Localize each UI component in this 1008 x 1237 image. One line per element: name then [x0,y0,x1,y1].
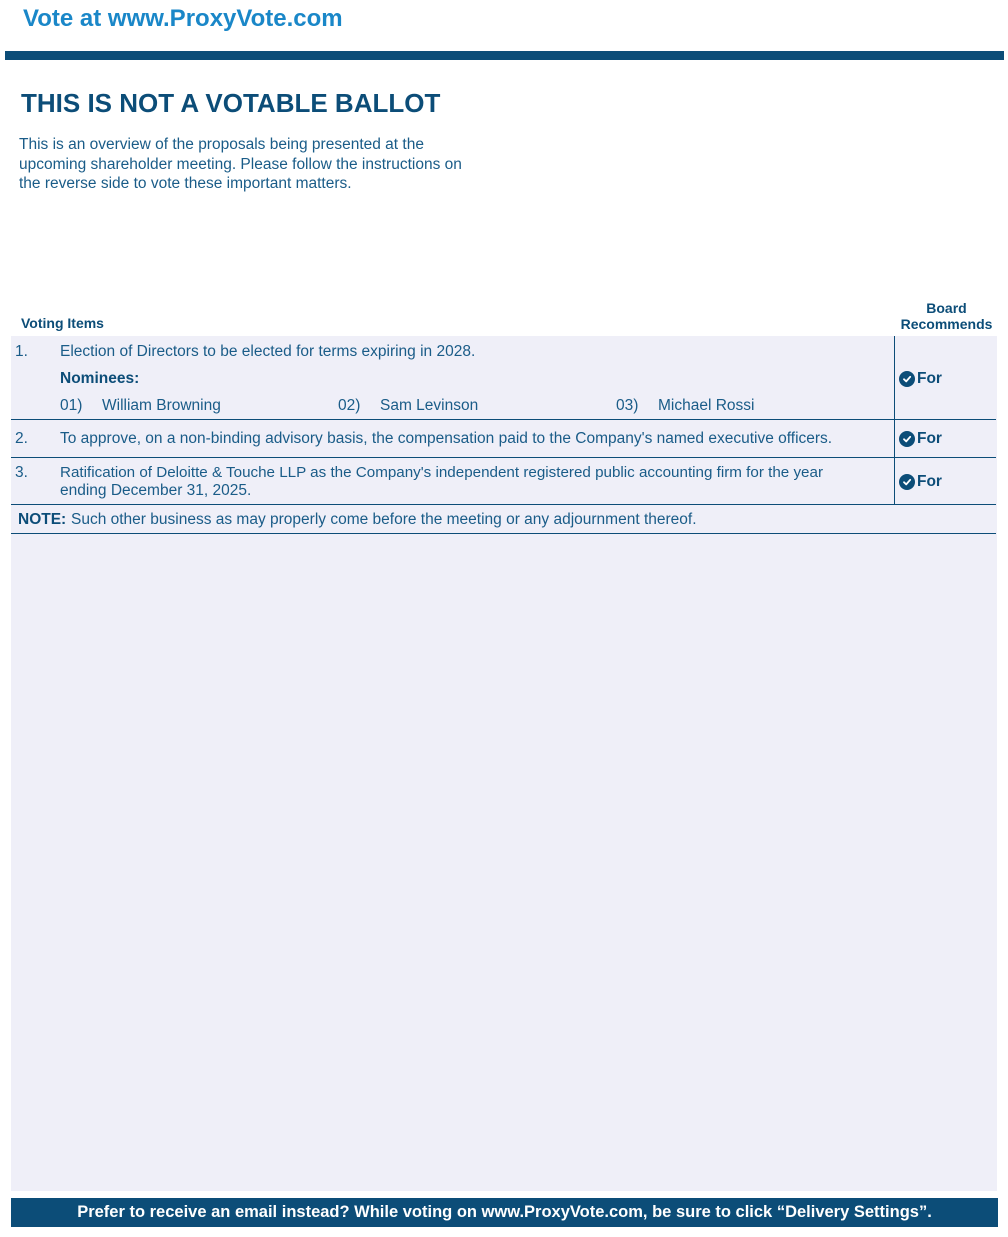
voting-items-header: Voting Items [21,315,104,331]
item-number: 3. [15,464,28,481]
recommendation-label: For [917,473,942,490]
item-text: Ratification of Deloitte & Touche LLP as the Company's independent registered public accounting firm for the year [60,464,823,481]
nominees-label: Nominees: [60,370,140,387]
nominee-name: William Browning [102,397,221,414]
check-circle-icon [899,474,915,490]
board-header-line: Recommends [900,316,993,332]
row-divider [11,419,996,420]
item-text-continued: ending December 31, 2025. [60,482,252,499]
footer-banner [11,1198,998,1227]
header-divider [5,51,1004,60]
item-number: 2. [15,430,28,447]
intro-line: This is an overview of the proposals being presented at the [19,136,424,153]
board-recommendation [899,370,942,388]
recommendation-label: For [917,370,942,387]
board-header-line: Board [926,300,967,316]
board-recommendation [899,473,942,491]
nominee-number: 02) [338,397,361,414]
page-title: THIS IS NOT A VOTABLE BALLOT [21,88,441,118]
intro-text [19,135,499,194]
item-number: 1. [15,343,28,360]
board-recommends-header [896,300,997,332]
nominee-number: 03) [616,397,639,414]
note-text: Such other business as may properly come before the meeting or any adjournment thereof. [71,511,697,528]
footer-text: Prefer to receive an email instead? While voting on www.ProxyVote.com, be sure to click “Delivery Settings”. [77,1203,932,1221]
vote-link[interactable]: Vote at www.ProxyVote.com [23,5,343,32]
column-divider [894,458,895,504]
board-recommendation [899,430,942,448]
item-text: To approve, on a non-binding advisory basis, the compensation paid to the Company's named executive officers. [60,430,833,447]
row-divider [11,457,996,458]
nominee-name: Sam Levinson [380,397,479,414]
column-divider [894,336,895,419]
intro-line: upcoming shareholder meeting. Please follow the instructions on [19,155,462,173]
row-divider [11,504,996,505]
nominee-number: 01) [60,397,83,414]
intro-line: the reverse side to vote these important matters. [19,175,352,192]
check-circle-icon [899,371,915,387]
recommendation-label: For [917,430,942,447]
nominee-name: Michael Rossi [658,397,755,414]
row-divider [11,533,996,534]
column-divider [894,420,895,457]
check-circle-icon [899,431,915,447]
note-label: NOTE: [18,511,67,528]
item-text: Election of Directors to be elected for terms expiring in 2028. [60,343,476,360]
